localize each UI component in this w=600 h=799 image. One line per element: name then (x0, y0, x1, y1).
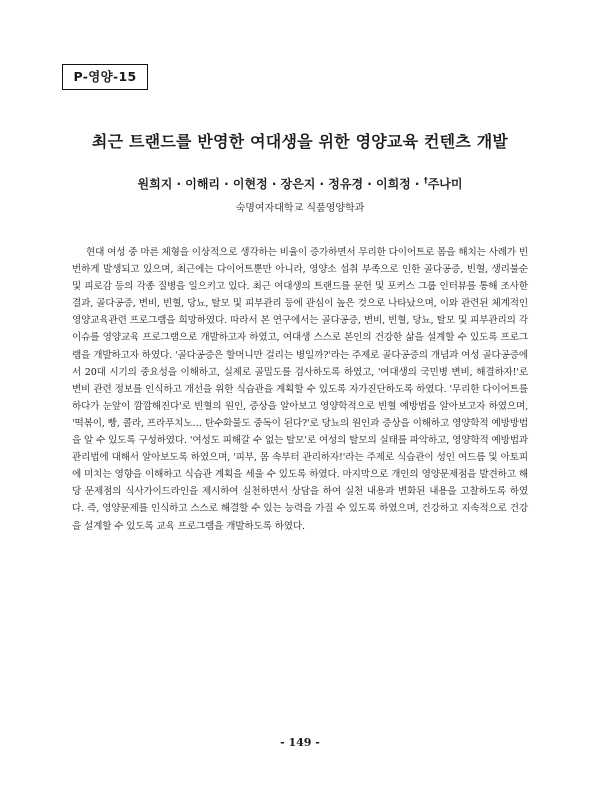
session-code-box: P-영양-15 (62, 64, 148, 90)
abstract-body: 현대 여성 중 마른 체형을 이상적으로 생각하는 비율이 증가하면서 무리한 다이어트로 몸을 해치는 사례가 빈번하게 발생되고 있으며, 최근에는 다이어트뿐만 아니라, 영양소 섭취 부족으로 인한 골다공증, 빈혈, 생리불순 및 피로감 등의 각종 질병을 일으키고 있다. 최근 여대생의 트랜드를 문헌 및 포커스 그룹 인터뷰를 통해 조사한 결과, 골다공증, 변비, 빈혈, 당뇨, 탈모 및 피부관리 등에 관심이 높은 것으로 나타났으며, 이와 관련된 체계적인 영양교육관련 프로그램을 희망하였다. 따라서 본 연구에서는 골다공증, 변비, 빈혈, 당뇨, 탈모 및 피부관리의 각 이슈를 영양교육 프로그램으로 개발하고자 하였고, 여대생 스스로 본인의 건강한 삶을 설계할 수 있도록 프로그램을 개발하고자 하였다. '골다공증은 할머니만 걸리는 병일까?'라는 주제로 골다공증의 개념과 여성 골다공증에서 20대 시기의 중요성을 이해하고, 실제로 골밀도를 검사하도록 하였고, '여대생의 국민병 변비, 해결하자!'로 변비 관련 정보를 인식하고 개선을 위한 식습관을 계획할 수 있도록 자가진단하도록 하였다. '무리한 다이어트를 하다가 눈앞이 깜깜해진다'로 빈혈의 원인, 증상을 알아보고 영양학적으로 빈혈 예방법을 알아보고자 하였으며, '떡볶이, 빵, 콜라, 프라푸치노… 탄수화물도 중독이 된다?'로 당뇨의 원인과 증상을 이해하고 영양학적 예방방법을 알 수 있도록 구성하였다. '여성도 피해갈 수 없는 탈모'로 여성의 탈모의 실태를 파악하고, 영양학적 예방법과 관리법에 대해서 알아보도록 하였으며, '피부, 몸 속부터 관리하자!'라는 주제로 식습관이 성인 여드름 및 아토피에 미치는 영향을 이해하고 식습관 계획을 세울 수 있도록 하였다. 마지막으로 개인의 영양문제점을 발견하고 해당 문제점의 식사가이드라인을 제시하여 실천하면서 상담을 하여 실천 내용과 변화된 내용을 고찰하도록 하였다. 즉, 영양문제를 인식하고 스스로 해결할 수 있는 능력을 가질 수 있도록 하였으며, 건강하고 지속적으로 건강을 설계할 수 있도록 교육 프로그램을 개발하도록 하였다. (72, 247, 528, 532)
page-number: - 149 - (280, 736, 320, 749)
paper-title: 최근 트랜드를 반영한 여대생을 위한 영양교육 컨텐츠 개발 (91, 132, 509, 151)
corresponding-author: 주나미 (427, 177, 463, 191)
author-list (40, 175, 560, 192)
corresponding-mark: † (423, 176, 428, 185)
affiliation: 숙명여자대학교 식품영양학과 (235, 203, 365, 214)
authors-text: 원희지 · 이해리 · 이현정 · 장은지 · 정유경 · 이희정 · (137, 177, 424, 191)
